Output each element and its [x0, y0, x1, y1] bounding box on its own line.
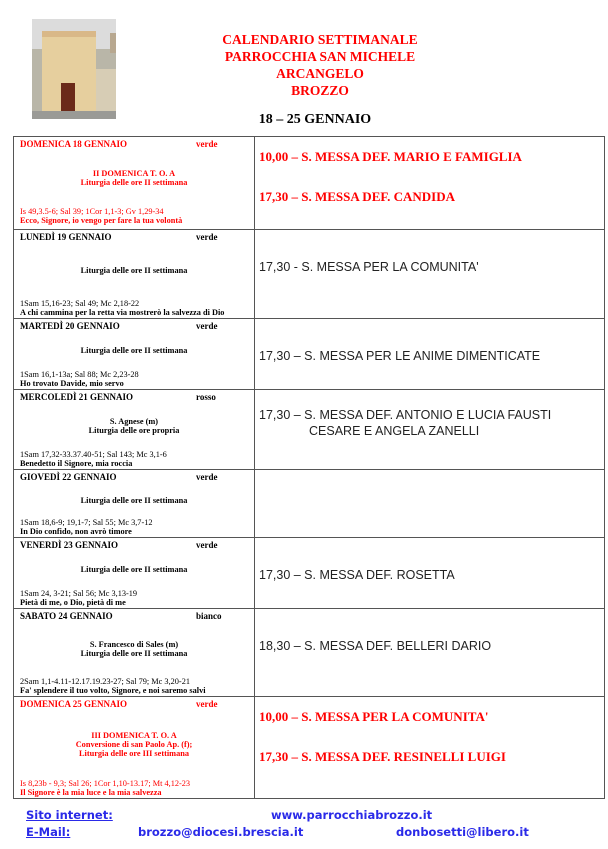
- liturgy-line: Liturgia delle ore III settimana: [78, 748, 189, 758]
- day-row: [14, 137, 605, 230]
- liturgical-color: verde: [196, 699, 218, 709]
- liturgy-line: Liturgia delle ore II settimana: [80, 266, 188, 275]
- psalm-motto: Ho trovato Davide, mio servo: [20, 379, 124, 388]
- psalm-motto: Ecco, Signore, io vengo per fare la tua volontà: [20, 216, 183, 225]
- site-row: [26, 808, 433, 822]
- mass-item: 17,30 – S. MESSA DEF. ROSETTA: [259, 568, 455, 582]
- psalm-motto: Pietà di me, o Dio, pietà di me: [20, 598, 126, 607]
- day-title: DOMENICA 18 GENNAIO: [20, 139, 128, 149]
- calendar-table: [13, 136, 605, 799]
- psalm-motto: Benedetto il Signore, mia roccia: [20, 459, 133, 468]
- liturgical-color: verde: [196, 321, 218, 331]
- mass-item: 17,30 – S. MESSA DEF. CANDIDA: [259, 189, 455, 204]
- mass-item: CESARE E ANGELA ZANELLI: [309, 424, 480, 438]
- mass-item: 17,30 – S. MESSA PER LE ANIME DIMENTICATE: [259, 349, 541, 363]
- day-row: [14, 538, 605, 609]
- day-row: [14, 609, 605, 697]
- liturgical-color: verde: [196, 472, 218, 482]
- psalm-motto: Il Signore è la mia luce e la mia salvezza: [20, 788, 162, 797]
- liturgical-color: verde: [196, 540, 218, 550]
- readings: 2Sam 1,1-4.11-12.17.19.23-27; Sal 79; Mc 3,20-21: [20, 677, 190, 686]
- readings: Is 8,23b - 9,3; Sal 26; 1Cor 1,10-13.17; Mt 4,12-23: [20, 779, 191, 788]
- readings: 1Sam 15,16-23; Sal 49; Mc 2,18-22: [20, 299, 140, 308]
- readings: 1Sam 17,32-33.37.40-51; Sal 143; Mc 3,1-6: [20, 450, 167, 459]
- liturgy-line: Liturgia delle ore II settimana: [80, 178, 188, 187]
- psalm-motto: A chi cammina per la retta via mostrerò la salvezza di Dio: [20, 308, 225, 317]
- mass-item: 17,30 – S. MESSA DEF. ANTONIO E LUCIA FAUSTI: [259, 408, 552, 422]
- day-title: SABATO 24 GENNAIO: [20, 611, 113, 621]
- week-range: 18 – 25 GENNAIO: [258, 112, 372, 127]
- liturgical-color: bianco: [196, 611, 222, 621]
- liturgy-line: III DOMENICA T. O. A: [91, 730, 177, 740]
- site-link[interactable]: www.parrocchiabrozzo.it: [271, 808, 433, 822]
- mass-item: 10,00 – S. MESSA PER LA COMUNITA': [259, 709, 489, 724]
- readings: 1Sam 24, 3-21; Sal 56; Mc 3,13-19: [20, 589, 138, 598]
- day-row: [14, 319, 605, 390]
- title-line: CALENDARIO SETTIMANALE: [222, 32, 418, 47]
- email-link[interactable]: brozzo@diocesi.brescia.it: [138, 825, 304, 839]
- day-row: [14, 230, 605, 319]
- liturgy-line: Liturgia delle ore II settimana: [80, 565, 188, 574]
- mass-item: 17,30 – S. MESSA DEF. RESINELLI LUIGI: [259, 749, 506, 764]
- liturgy-line: Liturgia delle ore II settimana: [80, 495, 188, 505]
- liturgy-line: S. Francesco di Sales (m): [89, 640, 179, 649]
- psalm-motto: Fa' splendere il tuo volto, Signore, e noi saremo salvi: [20, 686, 206, 695]
- day-title: DOMENICA 25 GENNAIO: [20, 699, 128, 709]
- church-photo: [32, 19, 116, 119]
- liturgical-color: verde: [196, 139, 218, 149]
- mass-item: 18,30 – S. MESSA DEF. BELLERI DARIO: [259, 639, 492, 653]
- email-row: [26, 825, 586, 839]
- day-title: MERCOLEDÌ 21 GENNAIO: [20, 392, 134, 402]
- day-title: MARTEDÌ 20 GENNAIO: [20, 321, 120, 331]
- day-title: LUNEDÌ 19 GENNAIO: [20, 232, 112, 242]
- mass-item: 10,00 – S. MESSA DEF. MARIO E FAMIGLIA: [259, 149, 522, 164]
- day-title: GIOVEDÌ 22 GENNAIO: [20, 472, 117, 482]
- page-title: [190, 31, 450, 99]
- liturgy-line: S. Agnese (m): [109, 417, 159, 426]
- day-row: [14, 390, 605, 470]
- day-row: [14, 697, 605, 799]
- liturgical-color: verde: [196, 232, 218, 242]
- liturgy-line: II DOMENICA T. O. A: [92, 169, 176, 178]
- psalm-motto: In Dio confido, non avrò timore: [20, 527, 132, 536]
- liturgy-line: Liturgia delle ore II settimana: [80, 649, 188, 658]
- liturgy-line: Conversione di san Paolo Ap. (f);: [75, 739, 193, 749]
- readings: 1Sam 16,1-13a; Sal 88; Mc 2,23-28: [20, 370, 139, 379]
- email-label: E-Mail:: [26, 825, 71, 839]
- email-link[interactable]: donbosetti@libero.it: [396, 825, 529, 839]
- liturgy-line: Liturgia delle ore propria: [88, 426, 180, 435]
- title-line: PARROCCHIA SAN MICHELE ARCANGELO: [224, 49, 416, 81]
- readings: Is 49,3.5-6; Sal 39; 1Cor 1,1-3; Gv 1,29-34: [20, 207, 164, 216]
- day-row: [14, 470, 605, 538]
- day-title: VENERDÌ 23 GENNAIO: [20, 540, 119, 550]
- site-label: Sito internet:: [26, 808, 113, 822]
- readings: 1Sam 18,6-9; 19,1-7; Sal 55; Mc 3,7-12: [20, 518, 153, 527]
- liturgical-color: rosso: [196, 392, 216, 402]
- title-line: BROZZO: [291, 83, 349, 98]
- liturgy-line: Liturgia delle ore II settimana: [80, 346, 188, 355]
- mass-item: 17,30 - S. MESSA PER LA COMUNITA': [259, 260, 479, 274]
